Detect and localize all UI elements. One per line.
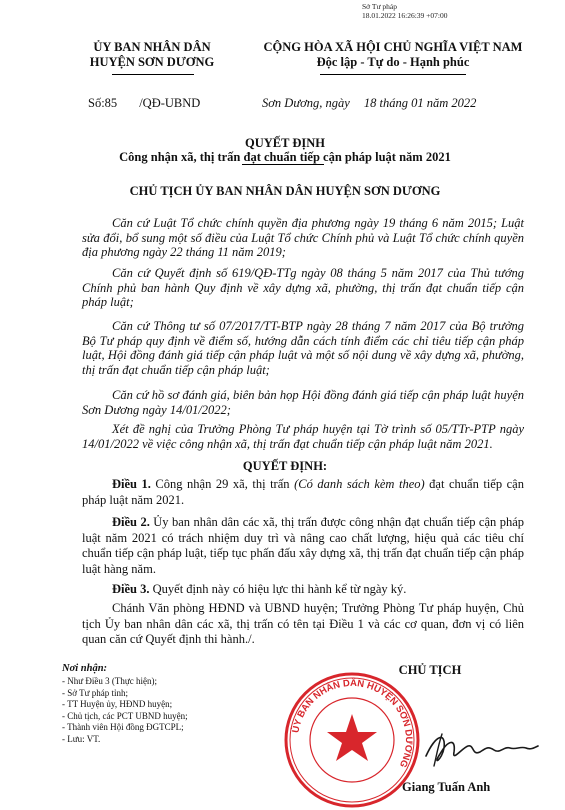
article-2 <box>82 515 524 577</box>
digital-signature <box>362 2 447 20</box>
issuer-title: CHỦ TỊCH ỦY BAN NHÂN DÂN HUYỆN SƠN DƯƠNG <box>129 184 441 198</box>
stamp-star-icon <box>327 714 377 761</box>
issuer-line2: HUYỆN SƠN DƯƠNG <box>89 55 215 69</box>
signature-timestamp: 18.01.2022 16:26:39 +07:00 <box>362 11 448 20</box>
recipient-item: - Thành viên Hội đồng ĐGTCPL; <box>62 722 184 732</box>
recipient-item: - TT Huyện ủy, HĐND huyện; <box>62 699 173 709</box>
basis-3: Căn cứ Thông tư số 07/2017/TT-BTP ngày 28 tháng 7 năm 2017 của Bộ trưởng Bộ Tư pháp quy định về điểm số, hướng dẫn cách tính điểm các chỉ tiêu tiếp cận pháp luật, Hội đồng đánh giá tiếp cận pháp luật và một số nội dung về xây dựng xã, phường, thị trấn đạt chuẩn tiếp cận pháp luật; <box>82 319 524 377</box>
date-value: 18 tháng 01 năm 2022 <box>363 96 477 110</box>
number-label: Số:85 <box>88 96 118 110</box>
article-1 <box>82 477 524 508</box>
basis-2: Căn cứ Quyết định số 619/QĐ-TTg ngày 08 tháng 5 năm 2017 của Thủ tướng Chính phủ ban hành Quy định về xây dựng xã, phường, thị trấn đạt chuẩn tiếp cận pháp luật; <box>82 266 524 309</box>
document-number <box>88 96 200 111</box>
date-place: Sơn Dương, ngày <box>262 96 350 110</box>
recipient-item: - Như Điều 3 (Thực hiện); <box>62 676 157 686</box>
decision-heading: QUYẾT ĐỊNH: <box>242 459 328 473</box>
article-3-continuation: Chánh Văn phòng HĐND và UBND huyện; Trưởng Phòng Tư pháp huyện, Chủ tịch Ủy ban nhân dân các xã, thị trấn có tên tại Điều 1 và các cơ quan, đơn vị có liên quan căn cứ Quyết định thi hành./. <box>82 601 524 646</box>
article-1-text-b: (Có danh sách kèm theo) <box>294 477 425 491</box>
subject-underline <box>242 164 324 165</box>
signature-org: Sở Tư pháp <box>362 2 397 11</box>
stamp-text: ỦY BAN NHÂN DÂN HUYỆN SƠN DƯƠNG <box>290 677 415 770</box>
issuer-underline <box>112 74 194 75</box>
article-1-label: Điều 1. <box>112 477 151 491</box>
issuer-line1: ỦY BAN NHÂN DÂN <box>93 40 211 54</box>
recipient-item: - Lưu: VT. <box>62 733 101 744</box>
official-stamp <box>282 670 422 810</box>
basis-1: Căn cứ Luật Tổ chức chính quyền địa phương ngày 19 tháng 6 năm 2015; Luật sửa đổi, bổ sung một số điều của Luật Tổ chức Chính phủ và Luật Tổ chức chính quyền địa phương ngày 22 tháng 11 năm 2019; <box>82 216 524 259</box>
national-header <box>248 40 538 70</box>
national-title: CỘNG HÒA XÃ HỘI CHỦ NGHĨA VIỆT NAM <box>263 40 523 54</box>
national-motto: Độc lập - Tự do - Hạnh phúc <box>316 55 470 69</box>
article-1-text-c: đạt chuẩn tiếp cận pháp luật năm 2021. <box>82 477 524 507</box>
article-2-label: Điều 2. <box>112 515 150 529</box>
article-1-text-a: Công nhận 29 xã, thị trấn <box>150 477 295 491</box>
recipients-title: Nơi nhận: <box>62 663 108 674</box>
recipient-item: - Chủ tịch, các PCT UBND huyện; <box>62 710 188 721</box>
motto-underline <box>320 74 466 75</box>
article-3 <box>82 582 524 598</box>
signer-name: Giang Tuấn Anh <box>402 780 491 794</box>
article-2-text: Ủy ban nhân dân các xã, thị trấn được công nhận đạt chuẩn tiếp cận pháp luật năm 2021 có trách nhiệm duy trì và nâng cao chất lượng, hiệu quả các tiêu chí chuẩn tiếp cận pháp luật, tiếp tục phấn đấu xây dựng xã, thị trấn đạt chuẩn tiếp cận pháp luật hàng năm. <box>82 515 525 576</box>
article-3-text: Quyết định này có hiệu lực thi hành kể từ ngày ký. <box>149 582 407 596</box>
doc-subject: Công nhận xã, thị trấn đạt chuẩn tiếp cận pháp luật năm 2021 <box>119 150 451 164</box>
recipient-item: - Sở Tư pháp tỉnh; <box>62 687 128 698</box>
date-line <box>262 96 476 111</box>
number-code: /QĐ-UBND <box>139 96 201 110</box>
article-3-label: Điều 3. <box>112 582 150 596</box>
basis-4: Căn cứ hồ sơ đánh giá, biên bản họp Hội đồng đánh giá tiếp cận pháp luật huyện Sơn Dương ngày 14/01/2022; <box>82 388 524 417</box>
doc-type: QUYẾT ĐỊNH <box>245 136 325 150</box>
issuer-header <box>62 40 242 70</box>
basis-5: Xét đề nghị của Trưởng Phòng Tư pháp huyện tại Tờ trình số 05/TTr-PTP ngày 14/01/2022 về việc công nhận xã, thị trấn đạt chuẩn tiếp cận pháp luật năm 2021. <box>82 422 524 451</box>
recipients-list <box>62 676 188 745</box>
handwritten-signature <box>422 726 542 772</box>
signer-title: CHỦ TỊCH <box>398 663 462 677</box>
